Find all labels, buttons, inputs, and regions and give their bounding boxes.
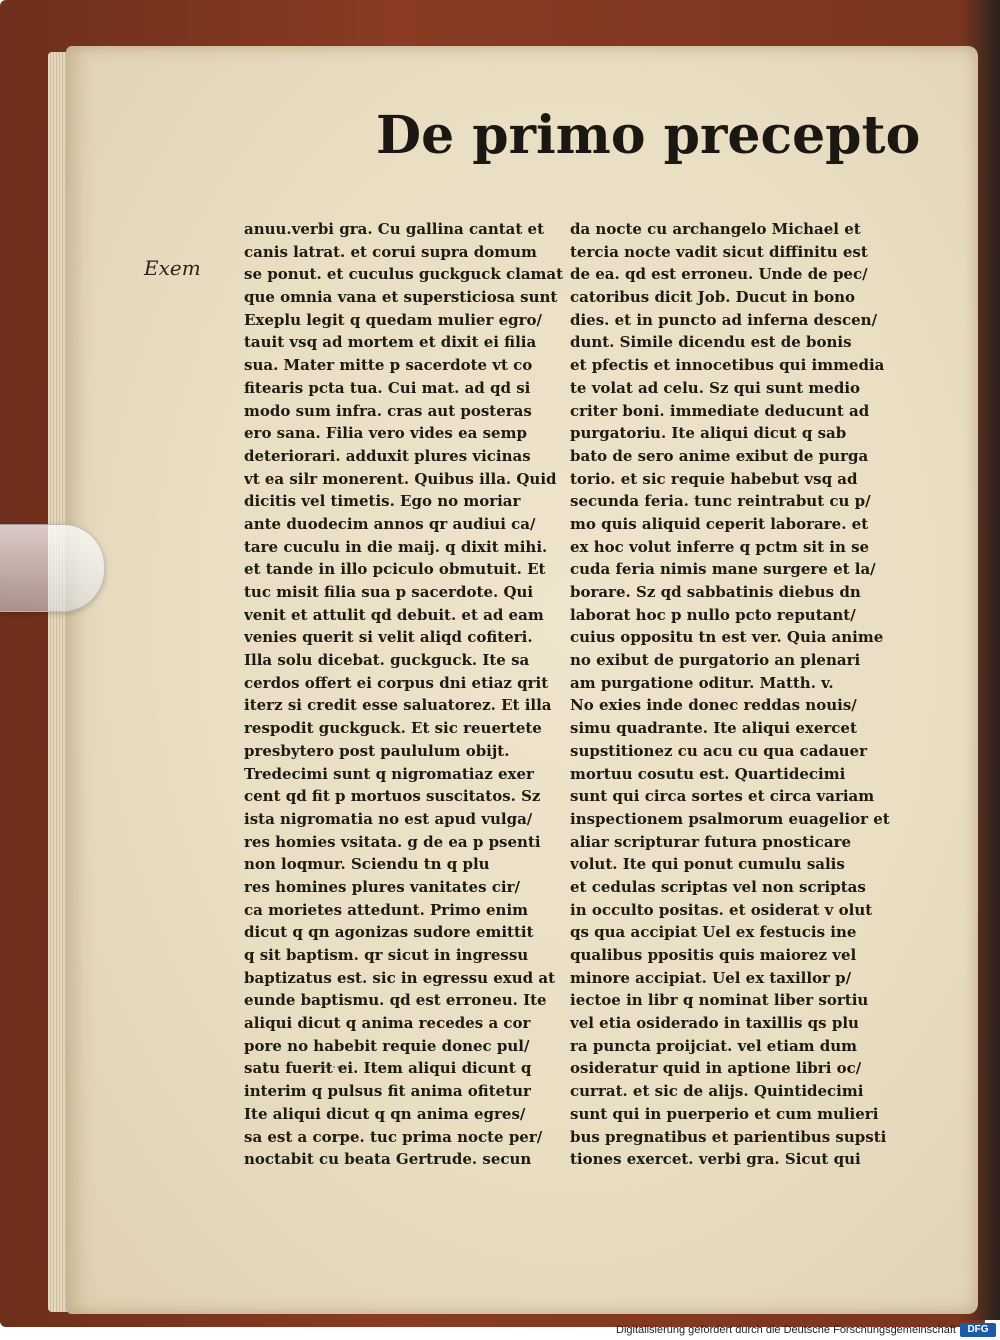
text-line: tauit vsq ad mortem et dixit ei filia — [244, 333, 537, 352]
text-line: inspectionem psalmorum euagelior et — [570, 809, 890, 828]
text-line: vel etia osiderado in taxillis qs plu — [570, 1014, 859, 1033]
text-line: et cedulas scriptas vel non scriptas — [570, 877, 866, 896]
text-line: sunt qui in puerperio et cum mulieri — [570, 1104, 879, 1123]
text-line: deteriorari. adduxit plures vicinas — [244, 446, 531, 465]
text-line: currat. et sic de alijs. Quintidecimi — [570, 1082, 864, 1101]
text-line: cuda feria nimis mane surgere et la/ — [570, 560, 876, 579]
text-line: res homines plures vanitates cir/ — [244, 877, 520, 896]
text-line: criter boni. immediate deducunt ad — [570, 401, 870, 420]
text-line: borare. Sz qd sabbatinis diebus dn — [570, 583, 861, 601]
text-line: secunda feria. tunc reintrabut cu p/ — [570, 492, 871, 511]
text-line: ante duodecim annos qr audiui ca/ — [244, 514, 536, 533]
text-line: iterz si credit esse saluatorez. Et illa — [244, 696, 552, 715]
text-line: da nocte cu archangelo Michael et — [570, 220, 861, 238]
text-line: venies querit si velit aliqd cofiteri. — [244, 628, 533, 647]
text-line: vt ea silr monerent. Quibus illa. Quid — [244, 469, 557, 488]
text-line: sua. Mater mitte p sacerdote vt co — [244, 356, 533, 375]
text-line: iectoe in libr q nominat liber sortiu — [570, 991, 869, 1010]
marginal-note: Exem — [144, 256, 201, 280]
text-line: volut. Ite qui ponut cumulu salis — [570, 855, 845, 874]
text-line: et pfectis et innocetibus qui immedia — [570, 356, 885, 375]
text-line: presbytero post paululum obijt. — [244, 741, 510, 760]
text-line: respodit guckguck. Et sic reuertete — [244, 719, 542, 738]
text-line: dies. et in puncto ad inferna descen/ — [570, 310, 878, 329]
text-line: canis latrat. et corui supra domum — [244, 242, 537, 261]
text-line: simu quadrante. Ite aliqui exercet — [570, 719, 857, 738]
left-text-column — [244, 218, 574, 1171]
text-line: bus pregnatibus et parientibus supsti — [570, 1127, 887, 1146]
text-line: eunde baptismu. qd est erroneu. Ite — [244, 991, 547, 1010]
text-line: sa est a corpe. tuc prima nocte per/ — [244, 1127, 543, 1146]
text-line: Ite aliqui dicut q qn anima egres/ — [244, 1104, 526, 1123]
text-line: venit et attulit qd debuit. et ad eam — [244, 605, 544, 624]
text-line: aliqui dicut q anima recedes a cor — [244, 1014, 531, 1033]
text-line: purgatoriu. Ite aliqui dicut q sab — [570, 424, 847, 443]
text-line: tuc misit filia sua p sacerdote. Qui — [244, 583, 534, 601]
text-line: tiones exercet. verbi gra. Sicut qui — [570, 1150, 861, 1169]
ink-smudge — [314, 1066, 350, 1074]
text-line: res homies vsitata. g de ea p psenti — [244, 832, 541, 851]
text-line: de ea. qd est erroneu. Unde de pec/ — [570, 265, 868, 284]
text-line: dicut q qn agonizas sudore emittit — [244, 923, 534, 942]
book-page — [66, 46, 978, 1314]
right-text-column — [570, 218, 908, 1171]
text-line: No exies inde donec reddas nouis/ — [570, 696, 857, 715]
text-line: Exeplu legit q quedam mulier egro/ — [244, 310, 543, 329]
text-line: que omnia vana et supersticiosa sunt — [244, 288, 558, 307]
text-line: anuu.verbi gra. Cu gallina cantat et — [244, 220, 545, 238]
digitization-credit: Digitalisierung gefördert durch die Deutsche Forschungsgemeinschaft — [616, 1324, 956, 1336]
text-line: satu fuerit ei. Item aliqui dicunt q — [244, 1059, 532, 1078]
page-title: De primo precepto — [376, 105, 921, 166]
text-line: cuius oppositu tn est ver. Quia anime — [570, 628, 884, 647]
text-line: dicitis vel timetis. Ego no moriar — [244, 492, 521, 511]
text-line: et tande in illo pciculo obmutuit. Et — [244, 560, 546, 579]
text-line: minore accipiat. Uel ex taxillor p/ — [570, 968, 852, 987]
text-line: sunt qui circa sortes et circa variam — [570, 787, 875, 806]
text-line: aliar scripturar futura pnosticare — [570, 832, 852, 851]
text-line: tare cuculu in die maij. q dixit mihi. — [244, 537, 548, 556]
text-line: laborat hoc p nullo pcto reputant/ — [570, 605, 856, 624]
text-line: cerdos offert ei corpus dni etiaz qrit — [244, 673, 549, 692]
text-line: ex hoc volut inferre q pctm sit in se — [570, 537, 870, 556]
text-line: am purgatione oditur. Matth. v. — [570, 673, 834, 692]
text-line: no exibut de purgatorio an plenari — [570, 651, 861, 670]
text-line: noctabit cu beata Gertrude. secun — [244, 1150, 532, 1169]
text-line: mortuu cosutu est. Quartidecimi — [570, 764, 846, 783]
text-line: ra puncta proijciat. vel etiam dum — [570, 1036, 858, 1055]
text-line: ista nigromatia no est apud vulga/ — [244, 809, 533, 828]
text-line: ca morietes attedunt. Primo enim — [244, 900, 529, 919]
text-line: qualibus ppositis quis maiorez vel — [570, 946, 857, 964]
text-line: Illa solu dicebat. guckguck. Ite sa — [244, 651, 530, 670]
text-line: Tredecimi sunt q nigromatiaz exer — [244, 764, 534, 783]
text-line: cent qd fit p mortuos suscitatos. Sz — [244, 787, 541, 806]
text-line: torio. et sic requie habebut vsq ad — [570, 469, 858, 488]
text-line: te volat ad celu. Sz qui sunt medio — [570, 378, 861, 397]
text-line: supstitionez cu acu cu qua cadauer — [570, 741, 867, 760]
text-line: modo sum infra. cras aut posteras — [244, 401, 532, 420]
text-line: qs qua accipiat Uel ex festucis ine — [570, 923, 857, 942]
text-line: interim q pulsus fit anima ofitetur — [244, 1082, 531, 1101]
text-line: non loqmur. Sciendu tn q plu — [244, 855, 490, 874]
dfg-logo: DFG — [960, 1323, 996, 1337]
text-line: baptizatus est. sic in egressu exud at — [244, 968, 555, 987]
text-line: mo quis aliquid ceperit laborare. et — [570, 514, 869, 533]
text-line: in occulto positas. et osiderat v olut — [570, 900, 873, 919]
text-line: pore no habebit requie donec pul/ — [244, 1036, 530, 1055]
text-line: q sit baptism. qr sicut in ingressu — [244, 946, 529, 964]
text-line: ero sana. Filia vero vides ea semp — [244, 424, 527, 443]
text-line: tercia nocte vadit sicut diffinitu est — [570, 242, 868, 261]
text-line: catoribus dicit Job. Ducut in bono — [570, 288, 855, 307]
text-line: osideratur quid in aptione libri oc/ — [570, 1059, 862, 1078]
text-line: dunt. Simile dicendu est de bonis — [570, 333, 852, 352]
text-line: bato de sero anime exibut de purga — [570, 446, 869, 465]
text-line: se ponut. et cuculus guckguck clamat — [244, 265, 564, 284]
text-line: fitearis pcta tua. Cui mat. ad qd si — [244, 378, 531, 397]
plastic-bookmark — [0, 524, 105, 612]
